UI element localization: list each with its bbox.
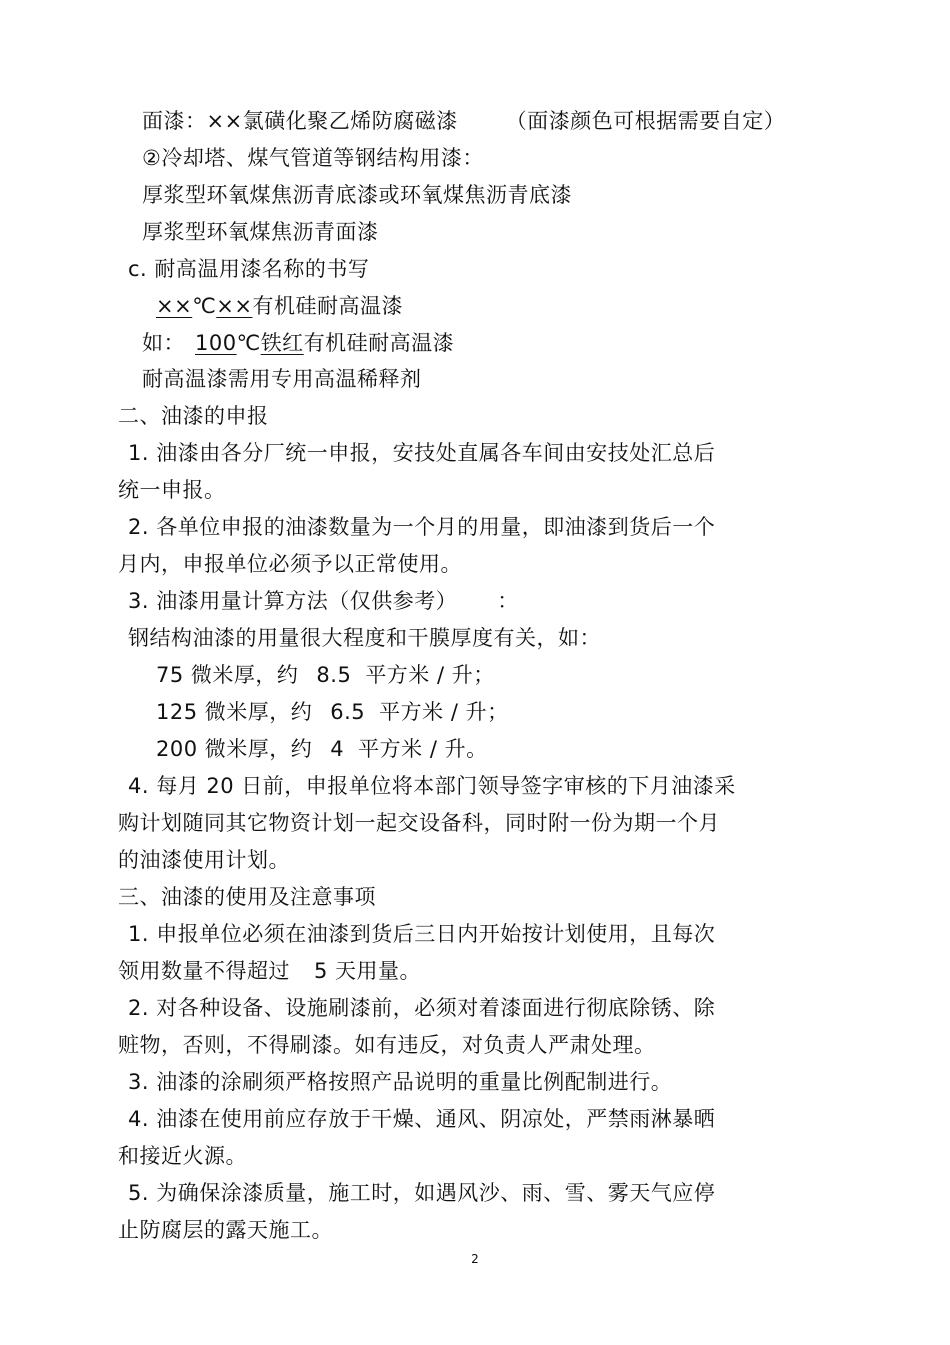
coverage-unit: 平方米 / 升； [379, 700, 509, 724]
usage-row [156, 660, 495, 690]
text-line: 耐高温漆需用专用高温稀释剂 [142, 367, 422, 391]
text-line: 和接近火源。 [118, 1144, 247, 1168]
example-color: 铁红 [260, 331, 304, 355]
coverage-unit: 平方米 / 升； [365, 663, 495, 687]
coverage-value: 6.5 [330, 700, 366, 724]
text-line [128, 586, 519, 616]
example-label: 如： [142, 331, 185, 355]
text-line: 购计划随同其它物资计划一起交设备科，同时附一份为期一个月 [118, 811, 720, 835]
text-line: 厚浆型环氧煤焦沥青面漆 [142, 220, 379, 244]
coverage-unit: 平方米 / 升。 [358, 737, 488, 761]
paint-name: 有机硅耐高温漆 [252, 294, 403, 318]
limit-value: 5 天用量。 [314, 959, 422, 983]
text-line: 5. 为确保涂漆质量，施工时，如遇风沙、雨、雪、雾天气应停 [128, 1181, 716, 1205]
text-line: 4. 每月 20 日前，申报单位将本部门领导签字审核的下月油漆采 [128, 774, 736, 798]
degree-sign: ℃ [236, 331, 261, 355]
topcoat-line: 面漆：××氯磺化聚乙烯防腐磁漆 [142, 109, 458, 133]
text-line: 赃物，否则，不得刷漆。如有违反，对负责人严肃处理。 [118, 1033, 656, 1057]
degree-sign: ℃ [192, 294, 217, 318]
text-line: 止防腐层的露天施工。 [118, 1218, 333, 1242]
text-line: 月内，申报单位必须予以正常使用。 [118, 552, 462, 576]
text-line: 2. 各单位申报的油漆数量为一个月的用量，即油漆到货后一个 [128, 515, 716, 539]
text-line: 的油漆使用计划。 [118, 848, 290, 872]
text-line [142, 328, 454, 358]
thickness: 200 微米厚，约 [156, 737, 313, 761]
text-line: 钢结构油漆的用量很大程度和干膜厚度有关，如： [128, 626, 601, 650]
topcoat-note: （面漆颜色可根据需要自定） [505, 109, 786, 133]
text-line [118, 956, 421, 986]
thickness: 75 微米厚，约 [156, 663, 299, 687]
thickness: 125 微米厚，约 [156, 700, 313, 724]
example-name: 有机硅耐高温漆 [303, 331, 455, 355]
section-heading: 三、油漆的使用及注意事项 [118, 885, 376, 909]
text-line: 1. 油漆由各分厂统一申报，安技处直属各车间由安技处汇总后 [128, 441, 716, 465]
calc-method: 3. 油漆用量计算方法（仅供参考） [128, 589, 458, 613]
placeholder-color: ×× [216, 294, 253, 318]
section-heading: 二、油漆的申报 [118, 404, 269, 428]
page-number: 2 [471, 1252, 479, 1266]
text-line: ②冷却塔、煤气管道等钢结构用漆： [142, 146, 484, 170]
limit-text: 领用数量不得超过 [118, 959, 290, 983]
text-line: 1. 申报单位必须在油漆到货后三日内开始按计划使用，且每次 [128, 922, 716, 946]
coverage-value: 8.5 [316, 663, 352, 687]
text-line [156, 291, 403, 321]
text-line [142, 106, 785, 136]
text-line: 统一申报。 [118, 478, 226, 502]
placeholder-temp: ×× [156, 294, 193, 318]
usage-row [156, 734, 488, 764]
example-temp: 100 [195, 331, 237, 355]
coverage-value: 4 [330, 737, 345, 761]
usage-row [156, 697, 509, 727]
text-line: 4. 油漆在使用前应存放于干燥、通风、阴凉处，严禁雨淋暴晒 [128, 1107, 716, 1131]
subheading: c. 耐高温用漆名称的书写 [128, 257, 370, 281]
text-line: 3. 油漆的涂刷须严格按照产品说明的重量比例配制进行。 [128, 1070, 673, 1094]
text-line: 2. 对各种设备、设施刷漆前，必须对着漆面进行彻底除锈、除 [128, 996, 716, 1020]
text-line: 厚浆型环氧煤焦沥青底漆或环氧煤焦沥青底漆 [142, 183, 572, 207]
colon: ： [497, 589, 519, 613]
